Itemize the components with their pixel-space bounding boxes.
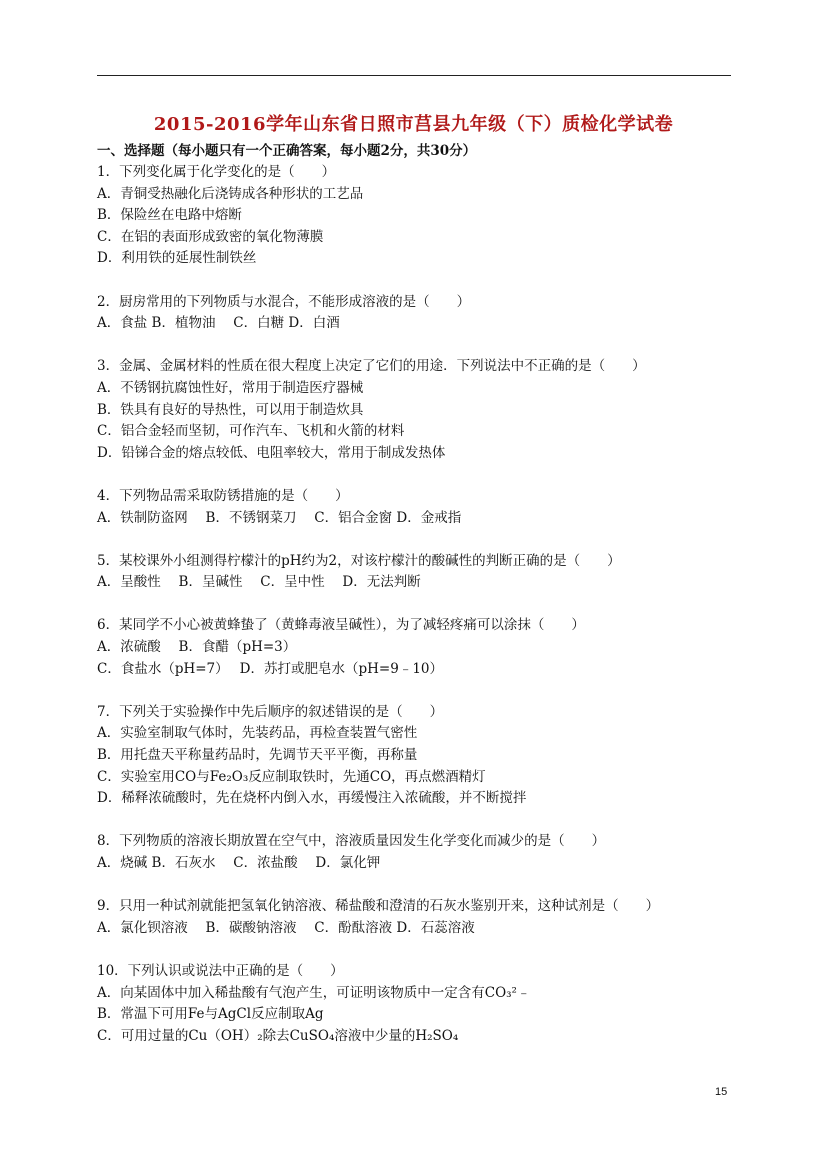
question-gap — [97, 529, 737, 551]
section-heading: 一、选择题（每小题只有一个正确答案，每小题2分，共30分） — [97, 143, 477, 159]
question-item — [97, 961, 737, 1047]
answer-option: A．青铜受热融化后浇铸成各种形状的工艺品 — [97, 185, 364, 202]
question-item — [97, 831, 737, 874]
answer-option: D．利用铁的延展性制铁丝 — [97, 250, 257, 267]
answer-option: C．可用过量的Cu（OH）₂除去CuSO₄溶液中少量的H₂SO₄ — [97, 1027, 459, 1044]
answer-option: C．实验室用CO与Fe₂O₃反应制取铁时，先通CO，再点燃酒精灯 — [97, 768, 486, 785]
answer-option: C．铝合金轻而坚韧，可作汽车、飞机和火箭的材料 — [97, 423, 405, 440]
question-gap — [97, 464, 737, 486]
question-stem: 10．下列认识或说法中正确的是（ ） — [97, 962, 344, 979]
answer-option: B．用托盘天平称量药品时，先调节天平平衡，再称量 — [97, 747, 418, 764]
question-list — [97, 162, 737, 1047]
document-title: 2015-2016学年山东省日照市莒县九年级（下）质检化学试卷 — [153, 114, 674, 135]
answer-option: A．呈酸性 B．呈碱性 C．呈中性 D．无法判断 — [97, 574, 421, 591]
page-number: 15 — [715, 1086, 728, 1098]
answer-option: A．氯化钡溶液 B．碳酸钠溶液 C．酚酞溶液 D．石蕊溶液 — [97, 919, 475, 936]
question-stem: 5．某校课外小组测得柠檬汁的pH约为2，对该柠檬汁的酸碱性的判断正确的是（ ） — [97, 552, 621, 569]
question-stem: 9．只用一种试剂就能把氢氧化钠溶液、稀盐酸和澄清的石灰水鉴别开来，这种试剂是（ ） — [97, 898, 660, 915]
answer-option: D．稀释浓硫酸时，先在烧杯内倒入水，再缓慢注入浓硫酸，并不断搅拌 — [97, 790, 527, 807]
header-rule — [97, 75, 731, 76]
answer-option: A．向某固体中加入稀盐酸有气泡产生，可证明该物质中一定含有CO₃²﹣ — [97, 984, 531, 1001]
exam-content — [97, 140, 737, 1047]
question-stem: 2．厨房常用的下列物质与水混合，不能形成溶液的是（ ） — [97, 293, 471, 310]
question-gap — [97, 335, 737, 357]
question-gap — [97, 810, 737, 832]
question-gap — [97, 875, 737, 897]
question-item — [97, 356, 737, 464]
question-item — [97, 702, 737, 810]
question-item — [97, 896, 737, 939]
question-item — [97, 162, 737, 270]
question-gap — [97, 680, 737, 702]
question-item — [97, 292, 737, 335]
answer-option: A．浓硫酸 B．食醋（pH=3） — [97, 639, 297, 656]
question-gap — [97, 939, 737, 961]
question-stem: 3．金属、金属材料的性质在很大程度上决定了它们的用途．下列说法中不正确的是（ ） — [97, 358, 646, 375]
question-gap — [97, 594, 737, 616]
question-stem: 6．某同学不小心被黄蜂蛰了（黄蜂毒液呈碱性），为了减轻疼痛可以涂抹（ ） — [97, 617, 585, 634]
answer-option: A．烧碱 B．石灰水 C．浓盐酸 D．氯化钾 — [97, 855, 381, 871]
answer-option: D．铅锑合金的熔点较低、电阻率较大，常用于制成发热体 — [97, 444, 446, 461]
answer-option: C．在铝的表面形成致密的氧化物薄膜 — [97, 228, 324, 245]
answer-option: A．实验室制取气体时，先装药品，再检查装置气密性 — [97, 725, 418, 742]
question-item — [97, 551, 737, 594]
question-item — [97, 486, 737, 529]
question-stem: 1．下列变化属于化学变化的是（ ） — [97, 164, 336, 180]
answer-option: A．不锈钢抗腐蚀性好，常用于制造医疗器械 — [97, 379, 364, 396]
question-stem: 8．下列物质的溶液长期放置在空气中，溶液质量因发生化学变化而减少的是（ ） — [97, 833, 606, 850]
answer-option: A．铁制防盗网 B．不锈钢菜刀 C．铝合金窗 D．金戒指 — [97, 509, 462, 526]
answer-option: B．常温下可用Fe与AgCl反应制取Ag — [97, 1006, 324, 1023]
question-gap — [97, 270, 737, 292]
question-item — [97, 615, 737, 680]
answer-option: B．保险丝在电路中熔断 — [97, 207, 242, 224]
answer-option: B．铁具有良好的导热性，可以用于制造炊具 — [97, 401, 364, 418]
answer-option: C．食盐水（pH=7） D．苏打或肥皂水（pH=9﹣10） — [97, 660, 444, 677]
question-stem: 4．下列物品需采取防锈措施的是（ ） — [97, 487, 349, 504]
question-stem: 7．下列关于实验操作中先后顺序的叙述错误的是（ ） — [97, 703, 444, 720]
answer-option: A．食盐 B．植物油 C．白糖 D．白酒 — [97, 315, 340, 332]
